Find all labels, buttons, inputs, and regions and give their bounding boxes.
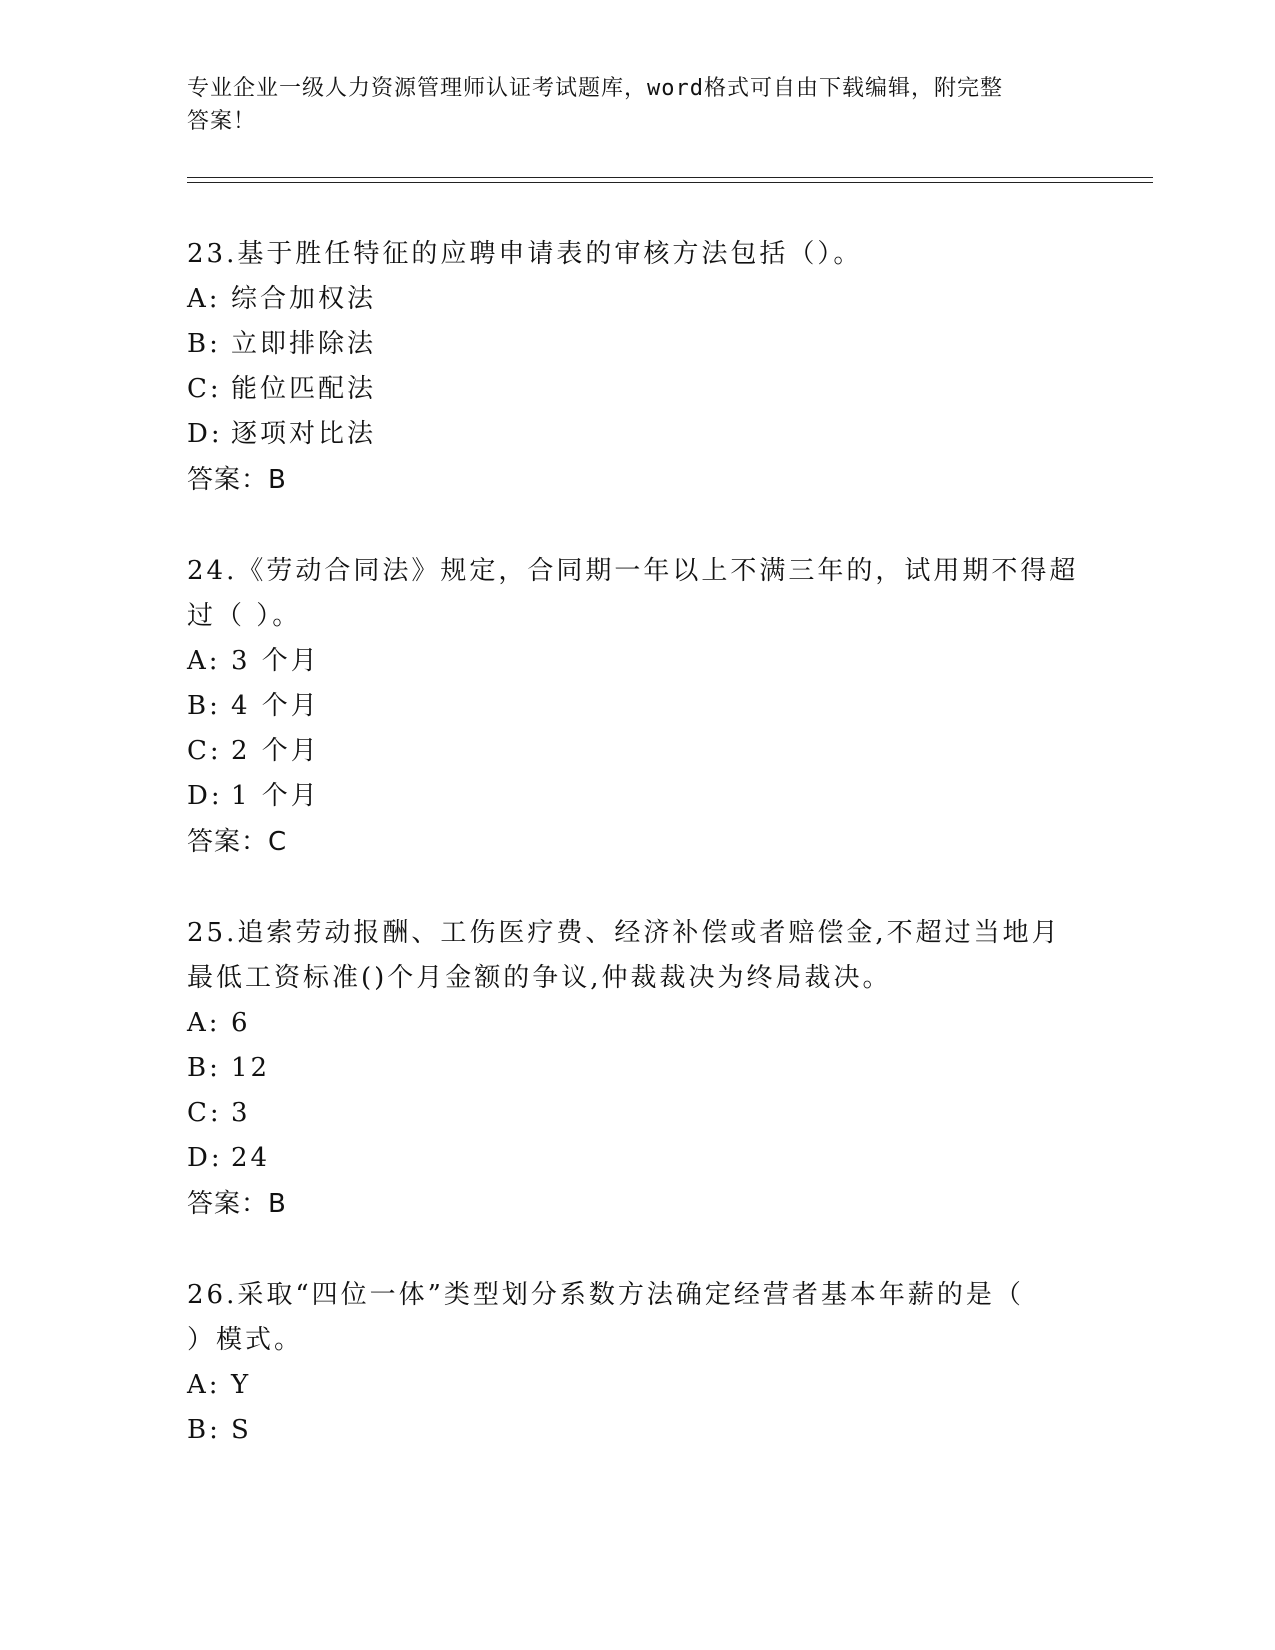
option-text: 3 — [231, 1098, 251, 1128]
option-label: D: — [187, 1143, 223, 1173]
answer-key: 答案：C — [187, 827, 288, 857]
option-label: B: — [187, 329, 221, 359]
answer-option — [187, 412, 1087, 457]
option-text: 2 个月 — [231, 736, 320, 766]
option-text: 3 个月 — [231, 646, 320, 676]
question-stem-line: ）模式。 — [187, 1325, 304, 1355]
option-label: B: — [187, 1415, 221, 1445]
option-label: A: — [187, 284, 221, 314]
question-block — [187, 549, 1087, 865]
question-stem-line: 25.追索劳动报酬、工伤医疗费、经济补偿或者赔偿金,不超过当地月 — [187, 918, 1061, 948]
question-stem-line: 26.采取“四位一体”类型划分系数方法确定经营者基本年薪的是（ — [187, 1280, 1024, 1310]
option-label: D: — [187, 419, 223, 449]
answer-option — [187, 684, 1087, 729]
option-text: 立即排除法 — [231, 329, 377, 359]
option-text: 1 个月 — [231, 781, 320, 811]
option-label: B: — [187, 1053, 221, 1083]
answer-option — [187, 774, 1087, 819]
header-line-1: 专业企业一级人力资源管理师认证考试题库，word格式可自由下载编辑，附完整 — [187, 76, 1003, 101]
header-divider-top — [187, 177, 1153, 178]
option-text: 逐项对比法 — [231, 419, 377, 449]
question-block — [187, 911, 1087, 1227]
question-block — [187, 232, 1087, 503]
answer-option — [187, 277, 1087, 322]
answer-option — [187, 1136, 1087, 1181]
option-label: B: — [187, 691, 221, 721]
option-text: 综合加权法 — [231, 284, 377, 314]
question-block — [187, 1273, 1087, 1453]
answer-option — [187, 1001, 1087, 1046]
option-text: 6 — [231, 1008, 251, 1038]
option-label: C: — [187, 736, 222, 766]
option-text: 4 个月 — [231, 691, 320, 721]
option-text: 24 — [231, 1143, 271, 1173]
answer-option — [187, 639, 1087, 684]
option-label: C: — [187, 1098, 222, 1128]
answer-option — [187, 1408, 1087, 1453]
option-text: S — [231, 1415, 252, 1445]
answer-option — [187, 1363, 1087, 1408]
header-line-2: 答案！ — [187, 109, 257, 134]
question-stem-line: 23.基于胜任特征的应聘申请表的审核方法包括（）。 — [187, 239, 863, 269]
document-header — [187, 72, 1067, 138]
option-text: 12 — [231, 1053, 271, 1083]
answer-key: 答案：B — [187, 1189, 287, 1219]
option-label: A: — [187, 1008, 221, 1038]
option-label: A: — [187, 646, 221, 676]
question-stem-line: 24.《劳动合同法》规定，合同期一年以上不满三年的，试用期不得超 — [187, 556, 1079, 586]
question-list — [187, 232, 1087, 1499]
option-label: A: — [187, 1370, 221, 1400]
answer-option — [187, 1091, 1087, 1136]
question-stem-line: 过（ ）。 — [187, 601, 302, 631]
answer-key: 答案：B — [187, 465, 287, 495]
answer-option — [187, 729, 1087, 774]
question-stem-line: 最低工资标准()个月金额的争议,仲裁裁决为终局裁决。 — [187, 963, 892, 993]
option-text: Y — [231, 1370, 252, 1400]
answer-option — [187, 1046, 1087, 1091]
option-label: C: — [187, 374, 222, 404]
option-text: 能位匹配法 — [231, 374, 377, 404]
answer-option — [187, 322, 1087, 367]
header-divider-bottom — [187, 182, 1153, 183]
option-label: D: — [187, 781, 223, 811]
answer-option — [187, 367, 1087, 412]
